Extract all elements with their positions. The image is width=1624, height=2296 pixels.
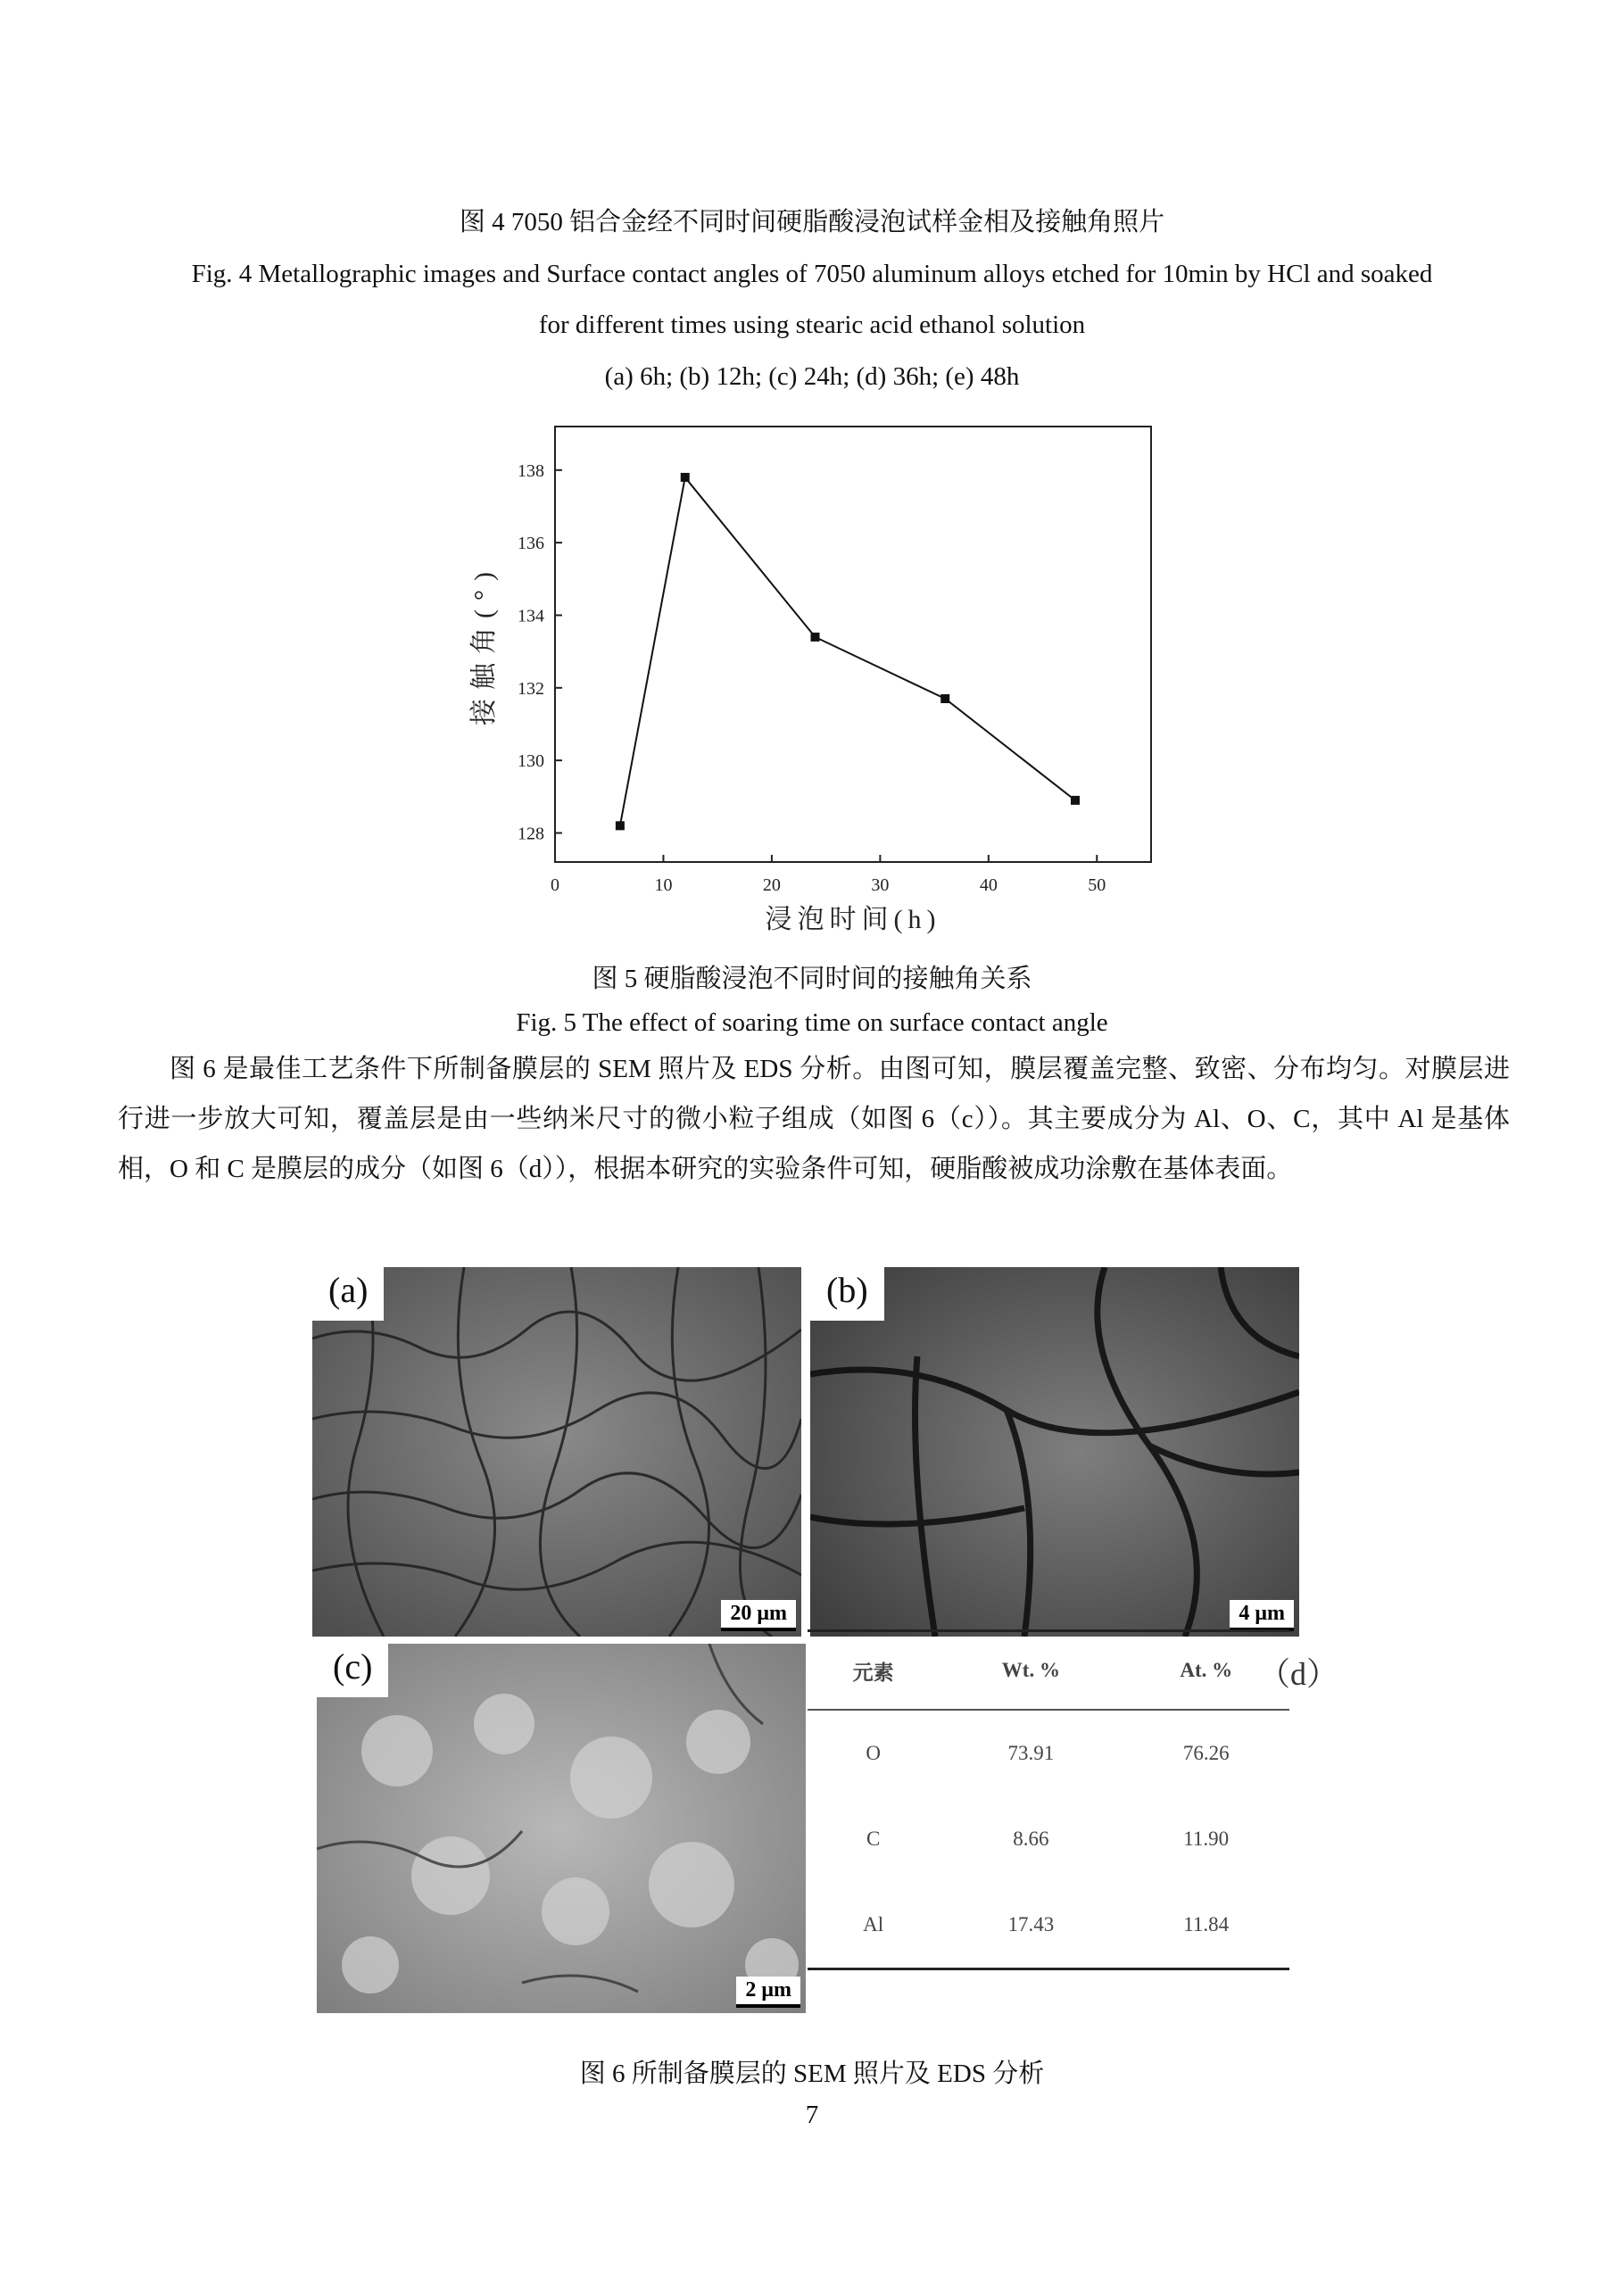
eds-header-element: 元素 [808, 1631, 939, 1711]
table-row [808, 1796, 1289, 1882]
eds-cell: O [866, 1742, 881, 1764]
eds-cell: 73.91 [1007, 1742, 1055, 1764]
eds-cell: C [866, 1828, 881, 1850]
data-point [810, 633, 819, 642]
sem-image-c [317, 1644, 806, 2013]
sem-panel-c [317, 1644, 806, 2013]
panel-label-c: (c) [317, 1644, 388, 1697]
table-row [808, 1710, 1289, 1796]
fig4-caption-en-3: (a) 6h; (b) 12h; (c) 24h; (d) 36h; (e) 48h [604, 362, 1020, 391]
eds-table-panel [808, 1629, 1339, 2013]
fig4-caption-en-1: Fig. 4 Metallographic images and Surface contact angles of 7050 aluminum alloys etched for 10min by HCl and soaked [191, 260, 1433, 288]
fig4-caption-en-2: for different times using stearic acid ethanol solution [538, 311, 1086, 339]
eds-cell: 8.66 [1013, 1828, 1049, 1850]
table-row [808, 1882, 1289, 1969]
y-tick-label: 138 [518, 460, 544, 481]
data-point [940, 694, 949, 703]
sem-image-a [312, 1267, 801, 1637]
y-tick-label: 132 [518, 678, 544, 699]
scale-bar-b: 4 μm [1230, 1600, 1294, 1631]
eds-cell: 17.43 [939, 1882, 1123, 1969]
x-axis-label: 浸泡时间(h) [765, 905, 941, 934]
y-tick-label: 128 [518, 824, 544, 844]
eds-cell: 11.84 [1123, 1882, 1289, 1969]
sem-panel-a [312, 1267, 801, 1637]
fig5-caption-cn: 图 5 硬脂酸浸泡不同时间的接触角关系 [592, 965, 1032, 993]
y-tick-label: 134 [518, 606, 544, 626]
x-tick-label: 30 [871, 875, 890, 895]
contact-angle-chart [437, 419, 1196, 946]
x-tick-label: 20 [762, 875, 781, 895]
data-point [1071, 796, 1080, 805]
page-number: 7 [805, 2101, 819, 2129]
body-paragraph [118, 1044, 1510, 1194]
data-point [616, 821, 625, 830]
x-tick-label: 10 [654, 875, 673, 895]
eds-cell: 76.26 [1182, 1742, 1230, 1764]
eds-header-wt: Wt. % [939, 1631, 1123, 1711]
contact-angle-line [620, 477, 1075, 825]
fig5-caption-en: Fig. 5 The effect of soaring time on surface contact angle [516, 1008, 1108, 1037]
panel-label-a: (a) [312, 1267, 384, 1321]
scale-bar-c: 2 μm [736, 1977, 800, 2008]
panel-label-b: (b) [810, 1267, 884, 1321]
panel-label-d: （d） [1258, 1656, 1339, 1692]
eds-header-at: At. % [1123, 1631, 1289, 1711]
x-tick-label: 0 [551, 875, 559, 895]
sem-image-b [810, 1267, 1299, 1637]
x-tick-label: 40 [979, 875, 998, 895]
y-tick-label: 136 [518, 534, 544, 554]
scale-bar-a: 20 μm [721, 1600, 796, 1631]
fig6-caption: 图 6 所制备膜层的 SEM 照片及 EDS 分析 [579, 2060, 1045, 2088]
sem-panel-b [810, 1267, 1299, 1637]
data-point [681, 473, 690, 482]
eds-cell: 11.90 [1183, 1828, 1230, 1850]
y-tick-label: 130 [518, 751, 544, 772]
eds-table [808, 1629, 1289, 1970]
y-axis-label: 接触角(°) [469, 563, 499, 725]
fig4-caption-cn: 图 4 7050 铝合金经不同时间硬脂酸浸泡试样金相及接触角照片 [459, 208, 1165, 236]
eds-cell: Al [808, 1882, 939, 1969]
paragraph-text: 图 6 是最佳工艺条件下所制备膜层的 SEM 照片及 EDS 分析。由图可知，膜层覆盖完整、致密、分布均匀。对膜层进行进一步放大可知，覆盖层是由一些纳米尺寸的微小粒子组成（如图 6（c））。其主要成分为 Al、O、C，其中 Al 是基体相，O 和 C 是膜层的成分（如图 6（d）），根据本研究的实验条件可知，硬脂酸被成功涂敷在基体表面。 [118, 1055, 1510, 1183]
chart-frame [555, 427, 1151, 862]
x-tick-label: 50 [1088, 875, 1106, 895]
